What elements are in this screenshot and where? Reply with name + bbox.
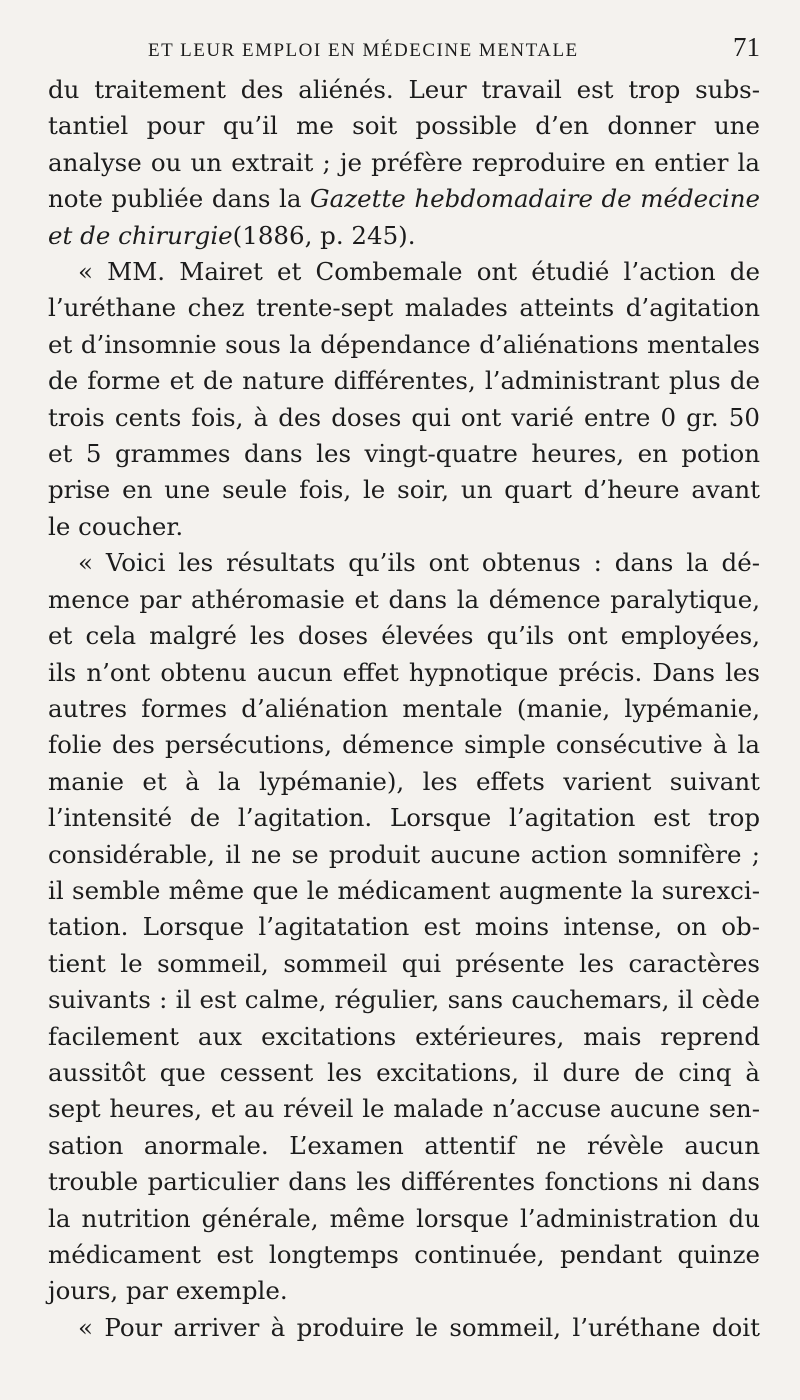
text-line: tient le sommeil, sommeil qui présente les caractères — [48, 948, 760, 978]
text-line: aussitôt que cessent les excitations, il dure de cinq à — [48, 1057, 760, 1087]
paragraph-2 — [48, 254, 760, 545]
text-line: sept heures, et au réveil le malade n’accuse aucune sen- — [48, 1094, 760, 1124]
text-line: le coucher. — [48, 511, 184, 541]
text-line: médicament est longtemps continuée, pendant quinze — [48, 1240, 760, 1269]
text-line: tation. Lorsque l’agitatation est moins intense, on ob- — [48, 912, 760, 942]
text-line: tantiel pour qu’il me soit possible d’en donner une — [48, 111, 760, 141]
text-line: folie des persécutions, démence simple consécutive à la — [48, 730, 760, 760]
text-line: facilement aux excitations extérieures, mais reprend — [48, 1021, 760, 1051]
text-line: prise en une seule fois, le soir, un quart d’heure avant — [48, 475, 760, 505]
text-line: « MM. Mairet et Combemale ont étudié l’action de — [78, 257, 760, 287]
text-line: « Pour arriver à produire le sommeil, l’uréthane doit — [78, 1312, 760, 1342]
text-line: trois cents fois, à des doses qui ont varié entre 0 gr. 50 — [48, 402, 760, 432]
text-line: mence par athéromasie et dans la démence paralytique, — [48, 584, 760, 614]
text-line: suivants : il est calme, régulier, sans cauchemars, il cède — [48, 985, 760, 1015]
text-line: l’intensité de l’agitation. Lorsque l’agitation est trop — [48, 803, 760, 833]
body-text — [48, 72, 760, 1346]
text-line: trouble particulier dans les différentes fonctions ni dans — [48, 1167, 760, 1197]
page-number: 71 — [733, 32, 760, 62]
text-line: et cela malgré les doses élevées qu’ils ont employées, — [48, 621, 760, 651]
text-line: et d’insomnie sous la dépendance d’aliénations mentales — [48, 329, 760, 359]
journal-title-continued: et de chirurgie — [48, 220, 233, 250]
text-segment: note publiée dans la — [48, 184, 302, 214]
text-line: autres formes d’aliénation mentale (manie, lypémanie, — [48, 693, 760, 723]
journal-title: Gazette hebdomadaire de médecine — [310, 184, 760, 214]
text-line: « Voici les résultats qu’ils ont obtenus : dans la dé- — [78, 548, 760, 578]
paragraph-3 — [48, 545, 760, 1310]
paragraph-1 — [48, 72, 760, 254]
citation: (1886, p. 245). — [232, 220, 416, 250]
text-line: du traitement des aliénés. Leur travail est trop subs- — [48, 75, 760, 104]
page-header — [148, 32, 760, 72]
text-line: l’uréthane chez trente-sept malades atteints d’agitation — [48, 293, 760, 323]
text-line: jours, par exemple. — [48, 1276, 288, 1306]
paragraph-4 — [48, 1310, 760, 1346]
text-line: et 5 grammes dans les vingt-quatre heures, en potion — [48, 439, 760, 469]
running-head: ET LEUR EMPLOI EN MÉDECINE MENTALE — [148, 40, 579, 61]
text-line: analyse ou un extrait ; je préfère reproduire en entier la — [48, 147, 760, 177]
text-line: sation anormale. L’examen attentif ne révèle aucun — [48, 1130, 760, 1160]
text-line: il semble même que le médicament augmente la surexci- — [48, 875, 760, 905]
text-line: manie et à la lypémanie), les effets varient suivant — [48, 766, 760, 796]
text-line: de forme et de nature différentes, l’administrant plus de — [48, 366, 760, 396]
text-line — [48, 181, 760, 217]
text-line: la nutrition générale, même lorsque l’administration du — [48, 1203, 760, 1233]
text-line — [48, 218, 760, 254]
text-line: considérable, il ne se produit aucune action somnifère ; — [48, 839, 760, 869]
text-line: ils n’ont obtenu aucun effet hypnotique précis. Dans les — [48, 657, 760, 687]
